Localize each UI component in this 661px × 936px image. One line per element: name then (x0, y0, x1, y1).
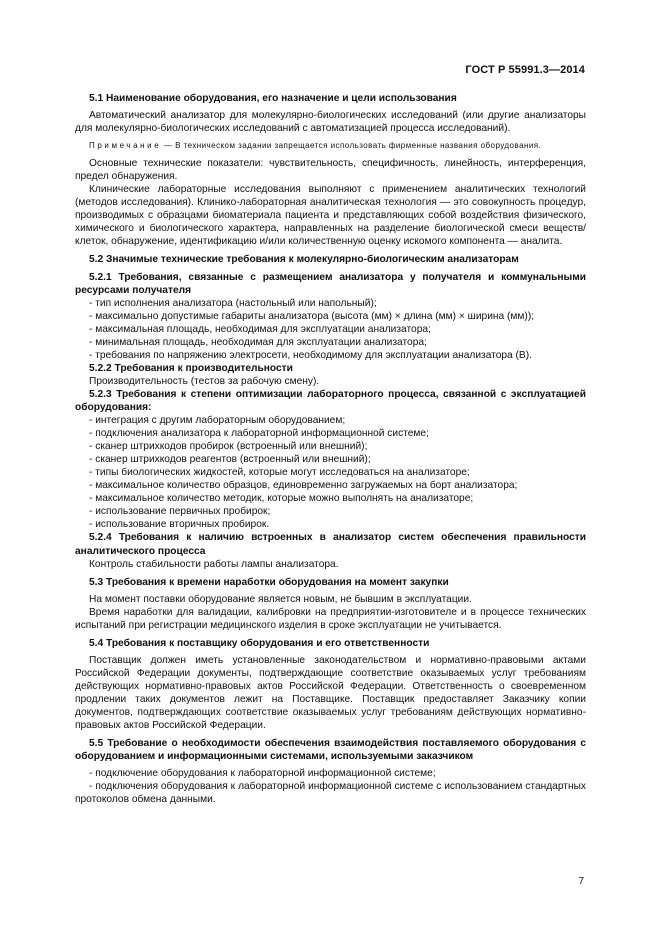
section-5-4-paragraph-1: Поставщик должен иметь установленные законодательством и нормативно-правовыми актами Российской Федерации документы, подтверждающие соответствие оказываемых услуг требованиям действующих нормативно-правовых актов Российской Федерации. Ответственность о своевременном продлении таких документов лежит на Поставщике. Поставщик предоставляет Заказчику копии документов, подтверждающих соответствие оказываемых услуг требованиям действующих нормативно-правовых актов Российской Федерации. (75, 654, 586, 732)
list-item: - интеграция с другим лабораторным оборудованием; (89, 415, 346, 427)
section-5-2-2-text: Производительность (тестов за рабочую смену). (89, 375, 320, 387)
list-item: - сканер штрихкодов пробирок (встроенный или внешний); (89, 441, 368, 453)
section-5-2-3-heading: 5.2.3 Требования к степени оптимизации лабораторного процесса, связанной с эксплуатацией оборудования: (75, 388, 586, 413)
page-number: 7 (578, 876, 584, 887)
note-label: Примечание (89, 141, 162, 151)
list-item: - подключения анализатора к лабораторной информационной системе; (89, 428, 429, 440)
list-item: - максимально допустимые габариты анализатора (высота (мм) × длина (мм) × ширина (мм)); (89, 310, 535, 322)
list-item: - использование вторичных пробирок. (89, 519, 270, 531)
list-item: - сканер штрихкодов реагентов (встроенный или внешний); (89, 454, 371, 466)
section-5-3-heading: 5.3 Требования к времени наработки оборудования на момент закупки (89, 576, 449, 588)
section-5-2-1-list (75, 297, 586, 362)
list-item: - максимальная площадь, необходимая для эксплуатации анализатора; (89, 323, 431, 335)
section-5-2-4-text: Контроль стабильности работы лампы анализатора. (89, 558, 339, 570)
list-item: - типы биологических жидкостей, которые могут исследоваться на анализаторе; (89, 467, 470, 479)
note (75, 140, 586, 151)
list-item: - максимальное количество методик, которые можно выполнять на анализаторе; (89, 493, 474, 505)
section-5-1-paragraph-1: Автоматический анализатор для молекулярно-биологических исследований (или другие анализаторы для молекулярно-биологических исследований с автоматизацией процесса исследований). (75, 110, 586, 135)
list-item: - тип исполнения анализатора (настольный или напольный); (89, 297, 377, 309)
section-5-2-heading: 5.2 Значимые технические требования к молекулярно-биологическим анализаторам (89, 254, 519, 266)
page-body (75, 92, 586, 806)
section-5-1-heading: 5.1 Наименование оборудования, его назначение и цели использования (89, 93, 457, 104)
section-5-5-heading: 5.5 Требование о необходимости обеспечения взаимодействия поставляемого оборудования с оборудованием и информационными системами, используемыми заказчиком (75, 738, 586, 763)
list-item: - подключения оборудования к лабораторной информационной системе с использованием стандартных протоколов обмена данными. (75, 781, 586, 806)
section-5-2-1-heading: 5.2.1 Требования, связанные с размещением анализатора у получателя и коммунальными ресурсами получателя (75, 271, 586, 296)
standard-header: ГОСТ Р 55991.3—2014 (465, 64, 585, 76)
section-5-2-2-heading: 5.2.2 Требования к производительности (89, 362, 293, 374)
section-5-3-paragraph-1: На момент поставки оборудование является новым, не бывшим в эксплуатации. (89, 593, 472, 605)
list-item: - использование первичных пробирок; (89, 506, 271, 518)
section-5-4-heading: 5.4 Требования к поставщику оборудования и его ответственности (89, 637, 430, 649)
section-5-1-paragraph-2: Основные технические показатели: чувствительность, специфичность, линейность, интерференция, предел обнаружения. (75, 158, 586, 183)
section-5-2-4-heading: 5.2.4 Требования к наличию встроенных в анализатор систем обеспечения правильности аналитического процесса (75, 532, 586, 557)
section-5-1-paragraph-3: Клинические лабораторные исследования выполняют с применением аналитических технологий (методов исследования). Клинико-лабораторная аналитическая технология — это совокупность процедур, производимых с образцами биоматериала пациента и представляющих собой воздействия физического, химического и биологического характера, направленных на разделение биологической смеси веществ/клеток, обнаружение, идентификацию и/или количественную оценку искомого компонента — аналита. (75, 184, 586, 248)
list-item: - требования по напряжению электросети, необходимому для эксплуатации анализатора (В). (89, 349, 532, 361)
list-item: - максимальное количество образцов, единовременно загружаемых на борт анализатора; (89, 480, 518, 492)
section-5-3-paragraph-2: Время наработки для валидации, калибровки на предприятии-изготовителе и в процессе технических испытаний при регистрации медицинского изделия в сроке эксплуатации не учитывается. (75, 606, 586, 631)
note-text: — В техническом задании запрещается использовать фирменные названия оборудования. (161, 141, 542, 151)
list-item: - подключение оборудования к лабораторной информационной системе; (89, 768, 436, 780)
list-item: - минимальная площадь, необходимая для эксплуатации анализатора; (89, 336, 427, 348)
section-5-2-3-list (75, 414, 586, 531)
